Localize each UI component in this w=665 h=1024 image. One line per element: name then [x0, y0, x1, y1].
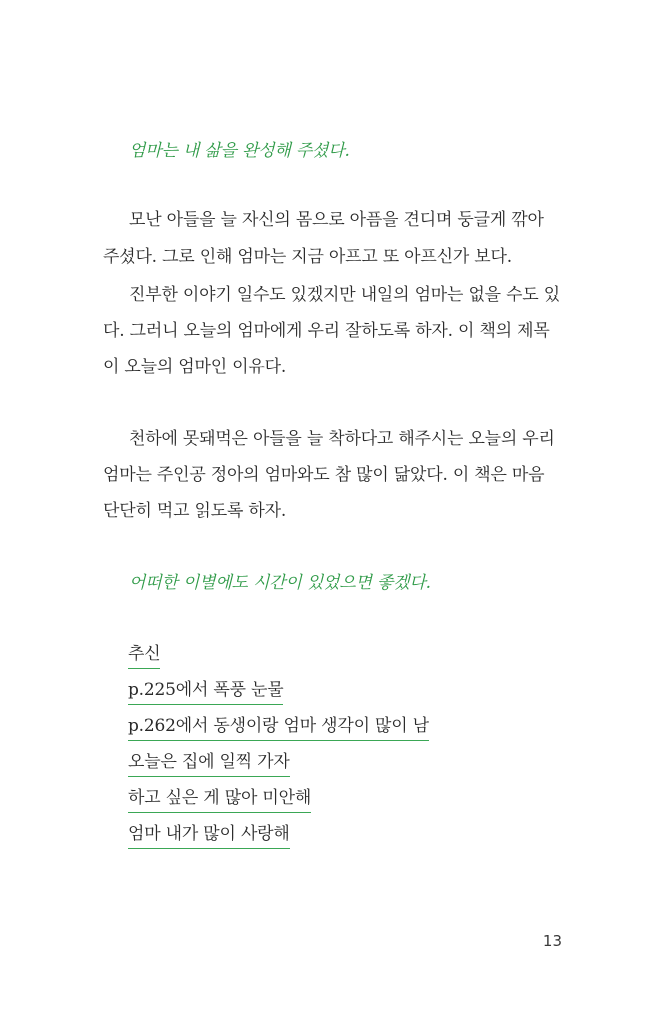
- postscript-item: p.225에서 폭풍 눈물: [128, 679, 283, 705]
- quote-farewell-time: 어떠한 이별에도 시간이 있었으면 좋겠다.: [129, 573, 431, 593]
- postscript-heading: 추신: [128, 643, 160, 669]
- postscript-item: 오늘은 집에 일찍 가자: [128, 751, 290, 777]
- paragraph-3-line-2: 엄마는 주인공 정아의 엄마와도 참 많이 닮았다. 이 책은 마음: [103, 465, 545, 485]
- paragraph-3-line-3: 단단히 먹고 읽도록 하자.: [103, 501, 287, 521]
- postscript-item: 엄마 내가 많이 사랑해: [128, 823, 290, 849]
- postscript-item: 하고 싶은 게 많아 미안해: [128, 787, 311, 813]
- paragraph-3-line-1: 천하에 못돼먹은 아들을 늘 착하다고 해주시는 오늘의 우리: [129, 429, 555, 449]
- paragraph-1-line-1: 모난 아들을 늘 자신의 몸으로 아픔을 견디며 둥글게 깎아: [129, 210, 544, 230]
- postscript-item: p.262에서 동생이랑 엄마 생각이 많이 남: [128, 715, 429, 741]
- paragraph-2-line-1: 진부한 이야기 일수도 있겠지만 내일의 엄마는 없을 수도 있: [129, 285, 560, 305]
- paragraph-1-line-2: 주셨다. 그로 인해 엄마는 지금 아프고 또 아프신가 보다.: [103, 247, 512, 267]
- paragraph-2-line-3: 이 오늘의 엄마인 이유다.: [103, 357, 287, 377]
- quote-complete-life: 엄마는 내 삶을 완성해 주셨다.: [129, 141, 350, 161]
- page-number: 13: [542, 932, 562, 950]
- paragraph-2-line-2: 다. 그러니 오늘의 엄마에게 우리 잘하도록 하자. 이 책의 제목: [103, 321, 550, 341]
